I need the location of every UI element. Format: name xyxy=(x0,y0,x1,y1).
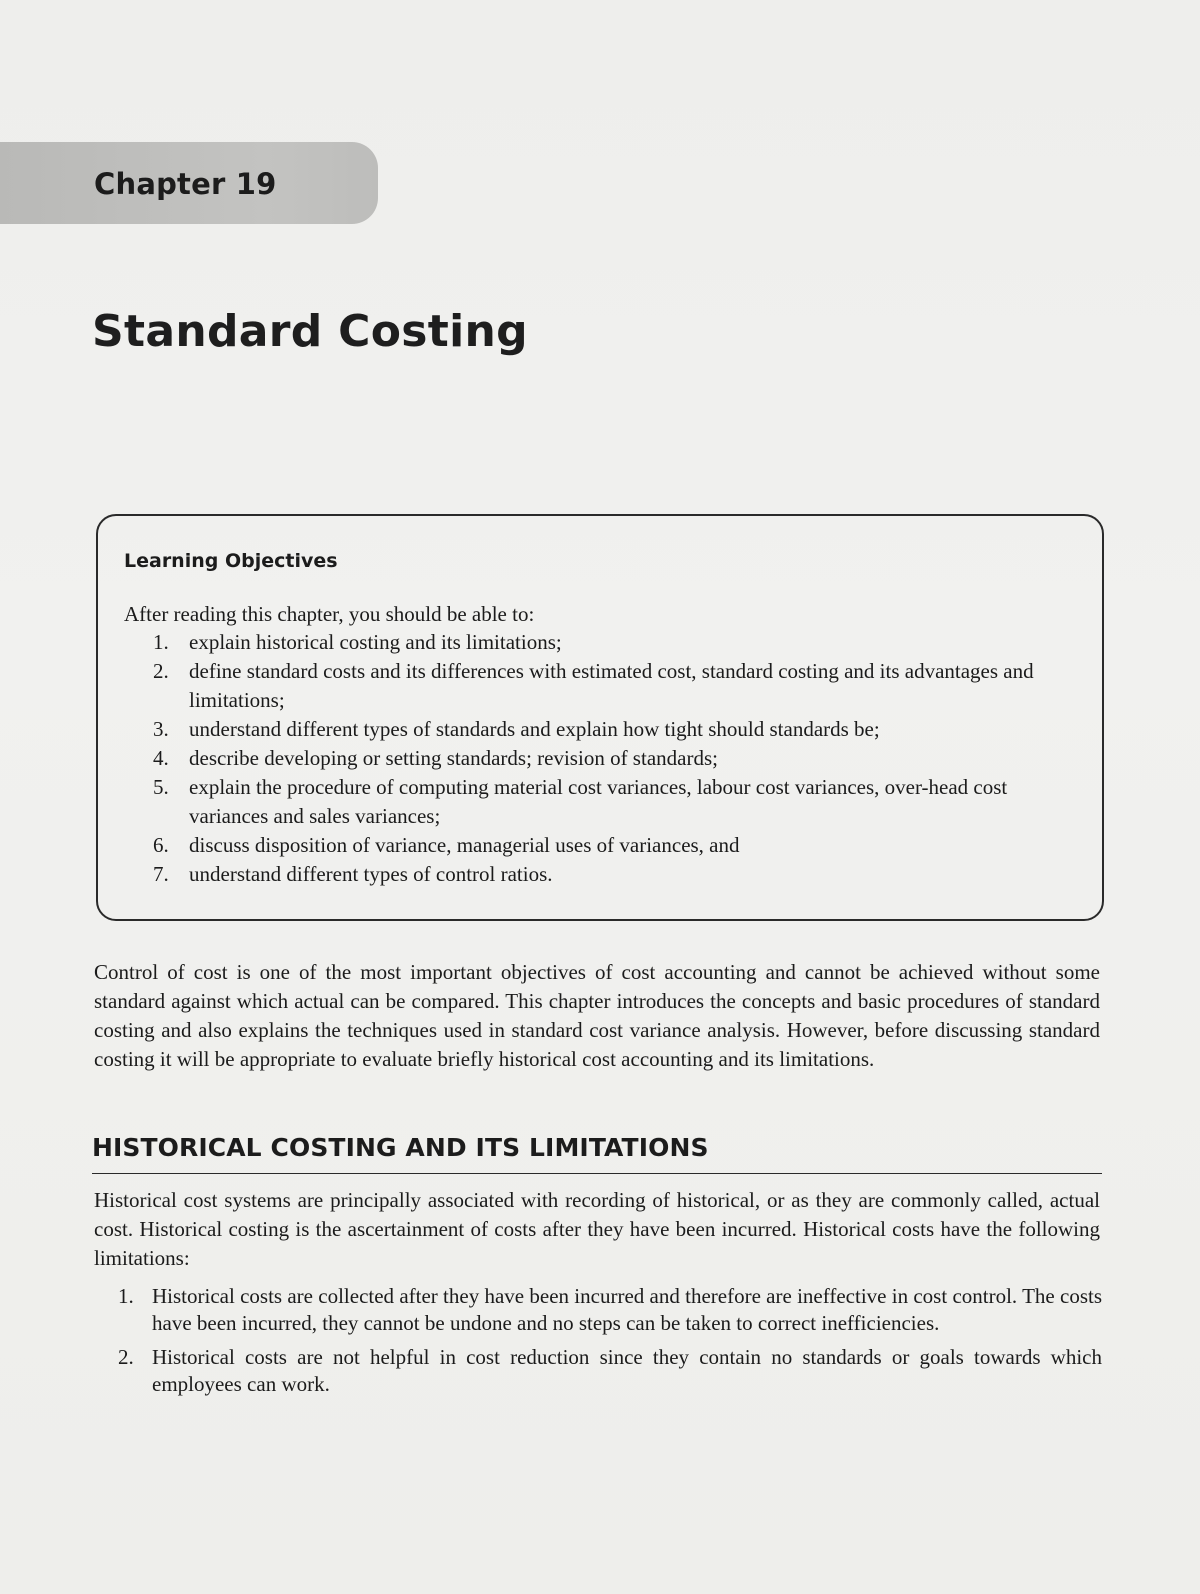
item-text: discuss disposition of variance, managerial uses of variances, and xyxy=(189,833,740,857)
limitations-list xyxy=(118,1283,1102,1405)
list-item xyxy=(153,744,1088,773)
section-divider xyxy=(92,1173,1102,1174)
learning-objectives-list xyxy=(153,628,1088,889)
chapter-title: Standard Costing xyxy=(92,306,528,357)
list-item xyxy=(153,715,1088,744)
list-item xyxy=(118,1283,1102,1337)
list-item xyxy=(153,628,1088,657)
list-item xyxy=(153,860,1088,889)
item-text: understand different types of control ratios. xyxy=(189,862,553,886)
list-item xyxy=(153,831,1088,860)
item-text: understand different types of standards and explain how tight should standards be; xyxy=(189,717,880,741)
item-number: 5. xyxy=(153,775,169,799)
item-number: 7. xyxy=(153,862,169,886)
intro-paragraph: Control of cost is one of the most important objectives of cost accounting and cannot be achieved without some standard against which actual can be compared. This chapter introduces the concepts and basic procedures of standard costing and also explains the techniques used in standard cost variance analysis. However, before discussing standard costing it will be appropriate to evaluate briefly historical cost accounting and its limitations. xyxy=(94,960,1100,1071)
item-text: define standard costs and its differences with estimated cost, standard costing and its advantages and limitations; xyxy=(189,659,1034,712)
item-number: 3. xyxy=(153,717,169,741)
item-text: explain the procedure of computing material cost variances, labour cost variances, over-head cost variances and sales variances; xyxy=(189,775,1008,828)
item-text: describe developing or setting standards; revision of standards; xyxy=(189,746,718,770)
item-text: explain historical costing and its limitations; xyxy=(189,630,562,654)
chapter-label: Chapter 19 xyxy=(94,167,277,201)
list-item xyxy=(118,1344,1102,1398)
item-text: Historical costs are not helpful in cost reduction since they contain no standards or goals towards which employees can work. xyxy=(152,1345,1102,1396)
item-number: 4. xyxy=(153,746,169,770)
item-number: 2. xyxy=(118,1345,134,1369)
learning-objectives-heading: Learning Objectives xyxy=(124,550,338,572)
section-paragraph: Historical cost systems are principally associated with recording of historical, or as they are commonly called, actual cost. Historical costing is the ascertainment of costs after they have been incurred. Historical costs have the following limitations: xyxy=(94,1188,1100,1270)
item-number: 1. xyxy=(153,630,169,654)
item-number: 1. xyxy=(118,1284,134,1308)
item-number: 2. xyxy=(153,659,169,683)
item-number: 6. xyxy=(153,833,169,857)
list-item xyxy=(153,773,1088,831)
section-heading: HISTORICAL COSTING AND ITS LIMITATIONS xyxy=(92,1133,709,1162)
item-text: Historical costs are collected after they have been incurred and therefore are ineffective in cost control. The costs have been incurred, they cannot be undone and no steps can be taken to correct inefficiencies. xyxy=(152,1284,1102,1335)
learning-objectives-intro: After reading this chapter, you should be able to: xyxy=(124,602,535,626)
list-item xyxy=(153,657,1088,715)
